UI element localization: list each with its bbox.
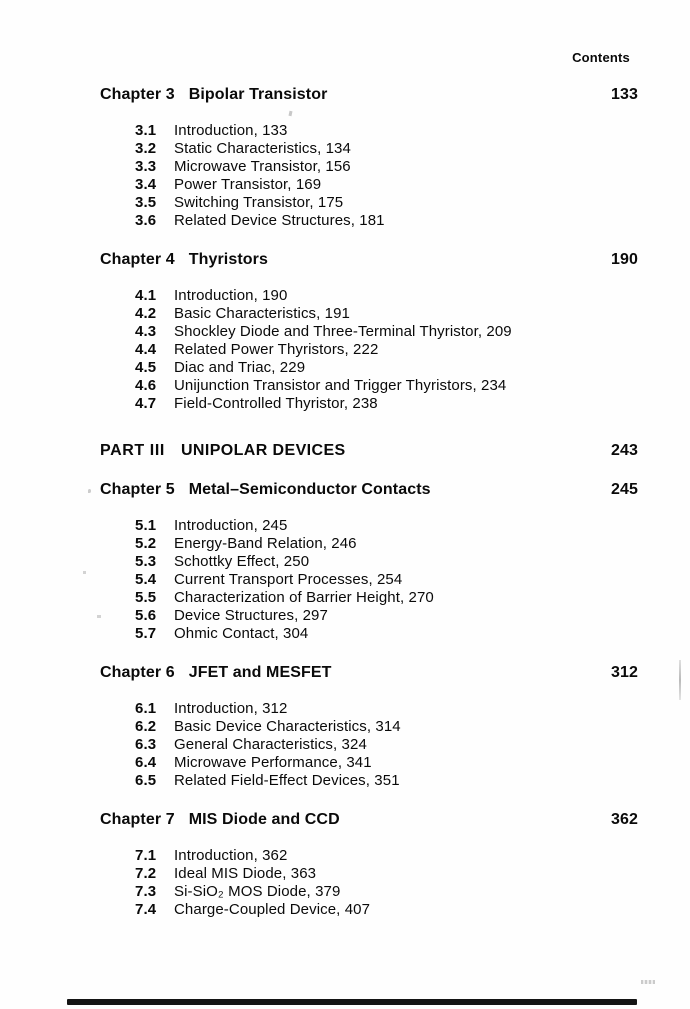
- section-title: JFET and MESFET: [188, 664, 332, 681]
- toc-section: [100, 663, 638, 790]
- toc-entry-title: Static Characteristics, 134: [174, 140, 351, 157]
- section-title: Metal–Semiconductor Contacts: [188, 481, 431, 498]
- section-title: Bipolar Transistor: [188, 86, 328, 103]
- section-page-number: 362: [611, 811, 638, 828]
- toc-entry: [135, 535, 638, 553]
- toc-entry: [135, 517, 638, 535]
- section-page-number: 133: [611, 86, 638, 103]
- toc-entry: [135, 212, 638, 230]
- section-heading: [100, 85, 638, 104]
- toc-entry-title: Current Transport Processes, 254: [174, 571, 403, 588]
- toc-entry: [135, 883, 638, 901]
- toc-entry: [135, 140, 638, 158]
- toc-entry: [135, 287, 638, 305]
- toc-entry-number: 4.1: [135, 287, 157, 304]
- section-heading: [100, 480, 638, 499]
- section-label: Chapter 3: [100, 86, 175, 103]
- toc-entry: [135, 718, 638, 736]
- toc-entry-title: Basic Device Characteristics, 314: [174, 718, 401, 735]
- toc-entry-number: 4.6: [135, 377, 157, 394]
- toc-entry-number: 4.2: [135, 305, 157, 322]
- toc-section: [100, 441, 638, 460]
- toc-entry-number: 4.3: [135, 323, 157, 340]
- toc-entry: [135, 625, 638, 643]
- section-label: Chapter 7: [100, 811, 175, 828]
- toc-entry-number: 5.7: [135, 625, 157, 642]
- toc-entry-title: Characterization of Barrier Height, 270: [174, 589, 434, 606]
- toc-entry-number: 7.3: [135, 883, 157, 900]
- scan-bottom-edge-bar: [67, 999, 637, 1005]
- toc-entry-title: Related Field-Effect Devices, 351: [174, 772, 400, 789]
- section-heading: [100, 663, 638, 682]
- toc-section: [100, 250, 638, 413]
- toc-entry: [135, 377, 638, 395]
- toc-entry: [135, 395, 638, 413]
- section-page-number: 245: [611, 481, 638, 498]
- toc-entry-number: 6.3: [135, 736, 157, 753]
- section-item-list: [135, 517, 638, 643]
- toc-entry-title: Energy-Band Relation, 246: [174, 535, 357, 552]
- toc-entry-title: Introduction, 245: [174, 517, 288, 534]
- toc-entry-title: Microwave Transistor, 156: [174, 158, 351, 175]
- toc-entry: [135, 176, 638, 194]
- scan-smudge: [641, 980, 655, 984]
- toc-entry-number: 7.1: [135, 847, 157, 864]
- toc-entry: [135, 754, 638, 772]
- toc-entry-number: 3.4: [135, 176, 157, 193]
- toc-entry: [135, 847, 638, 865]
- toc-entry: [135, 553, 638, 571]
- toc-entry-number: 7.4: [135, 901, 157, 918]
- toc-entry: [135, 305, 638, 323]
- section-title: UNIPOLAR DEVICES: [180, 442, 346, 459]
- toc-entry: [135, 772, 638, 790]
- table-of-contents: [0, 85, 690, 919]
- toc-entry: [135, 194, 638, 212]
- toc-entry-number: 3.3: [135, 158, 157, 175]
- toc-entry-number: 5.1: [135, 517, 157, 534]
- toc-entry-number: 3.2: [135, 140, 157, 157]
- section-item-list: [135, 122, 638, 230]
- toc-entry-title: Introduction, 362: [174, 847, 288, 864]
- section-title: MIS Diode and CCD: [188, 811, 340, 828]
- toc-entry-title: Schottky Effect, 250: [174, 553, 310, 570]
- section-heading: [100, 441, 638, 460]
- toc-entry-title: Charge-Coupled Device, 407: [174, 901, 371, 918]
- toc-entry-title: Microwave Performance, 341: [174, 754, 372, 771]
- section-item-list: [135, 287, 638, 413]
- section-title: Thyristors: [188, 251, 268, 268]
- toc-entry-number: 3.5: [135, 194, 157, 211]
- toc-entry-title: Introduction, 312: [174, 700, 288, 717]
- section-item-list: [135, 847, 638, 919]
- toc-entry-title: Ideal MIS Diode, 363: [174, 865, 317, 882]
- toc-entry-title: Related Device Structures, 181: [174, 212, 385, 229]
- toc-entry-title: Si-SiO₂ MOS Diode, 379: [174, 883, 341, 900]
- toc-entry: [135, 865, 638, 883]
- toc-entry-title: Field-Controlled Thyristor, 238: [174, 395, 378, 412]
- running-head: Contents: [572, 50, 630, 65]
- toc-entry-title: Related Power Thyristors, 222: [174, 341, 379, 358]
- toc-entry: [135, 607, 638, 625]
- section-label: PART III: [100, 442, 165, 459]
- toc-entry: [135, 571, 638, 589]
- toc-entry-number: 4.7: [135, 395, 157, 412]
- section-label: Chapter 5: [100, 481, 175, 498]
- section-label: Chapter 4: [100, 251, 175, 268]
- toc-entry: [135, 589, 638, 607]
- toc-entry: [135, 341, 638, 359]
- toc-entry-number: 3.6: [135, 212, 157, 229]
- toc-entry-number: 4.4: [135, 341, 157, 358]
- toc-entry-title: Device Structures, 297: [174, 607, 328, 624]
- toc-section: [100, 85, 638, 230]
- toc-entry-number: 5.2: [135, 535, 157, 552]
- toc-entry-title: Unijunction Transistor and Trigger Thyristors, 234: [174, 377, 507, 394]
- toc-entry-number: 6.2: [135, 718, 157, 735]
- toc-entry-number: 6.4: [135, 754, 157, 771]
- toc-entry-number: 5.6: [135, 607, 157, 624]
- toc-entry-title: Shockley Diode and Three-Terminal Thyristor, 209: [174, 323, 512, 340]
- section-item-list: [135, 700, 638, 790]
- toc-entry-title: Diac and Triac, 229: [174, 359, 306, 376]
- toc-entry-number: 5.3: [135, 553, 157, 570]
- toc-entry-number: 5.4: [135, 571, 157, 588]
- toc-entry-number: 3.1: [135, 122, 157, 139]
- section-heading: [100, 810, 638, 829]
- toc-entry-title: Ohmic Contact, 304: [174, 625, 309, 642]
- toc-entry-title: Introduction, 190: [174, 287, 288, 304]
- toc-entry-title: Basic Characteristics, 191: [174, 305, 351, 322]
- toc-entry: [135, 700, 638, 718]
- toc-entry-title: General Characteristics, 324: [174, 736, 367, 753]
- toc-entry: [135, 359, 638, 377]
- toc-entry: [135, 122, 638, 140]
- toc-entry: [135, 736, 638, 754]
- toc-entry: [135, 323, 638, 341]
- toc-entry-title: Introduction, 133: [174, 122, 288, 139]
- toc-entry-number: 6.1: [135, 700, 157, 717]
- toc-entry-title: Power Transistor, 169: [174, 176, 322, 193]
- toc-section: [100, 480, 638, 643]
- toc-entry: [135, 901, 638, 919]
- section-label: Chapter 6: [100, 664, 175, 681]
- toc-entry-number: 5.5: [135, 589, 157, 606]
- section-page-number: 190: [611, 251, 638, 268]
- section-page-number: 312: [611, 664, 638, 681]
- toc-entry: [135, 158, 638, 176]
- toc-entry-title: Switching Transistor, 175: [174, 194, 344, 211]
- section-heading: [100, 250, 638, 269]
- toc-entry-number: 4.5: [135, 359, 157, 376]
- section-page-number: 243: [611, 442, 638, 459]
- toc-entry-number: 6.5: [135, 772, 157, 789]
- toc-entry-number: 7.2: [135, 865, 157, 882]
- toc-section: [100, 810, 638, 919]
